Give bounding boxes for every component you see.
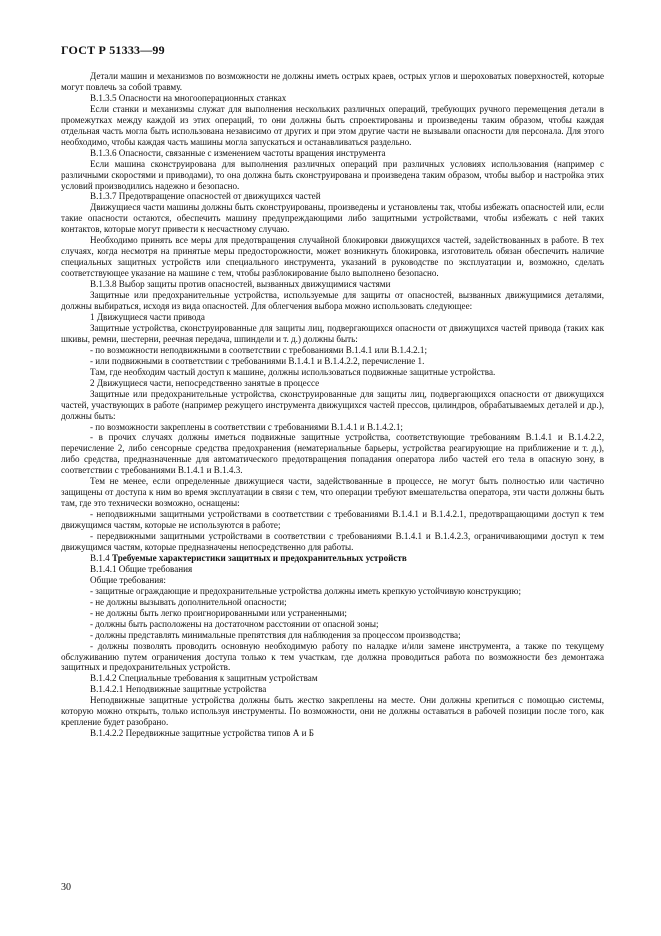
- subsection-heading: В.1.4.2 Специальные требования к защитным устройствам: [90, 673, 318, 684]
- paragraph: Если машина сконструирована для выполнения различных операций при различных условиях использования (например с различными скоростями и приводами), то она должна быть сконструирована и произведена таким образом, чтобы выбор и настройка этих условий производились надежно и безопасно.: [61, 158, 604, 191]
- paragraph: - защитные ограждающие и предохранительные устройства должны иметь крепкую устойчивую конструкцию;: [90, 585, 521, 596]
- paragraph: Защитные или предохранительные устройства, сконструированные для защиты лиц, подвергающихся опасности от движущихся частей, участвующих в работе (например режущего инструмента движущихся частей прессов, цилиндров, обрабатываемых деталей и др.), должны быть:: [61, 388, 604, 421]
- subsection-heading: В.1.4.2.2 Передвижные защитные устройства типов А и Б: [90, 728, 314, 739]
- paragraph: - не должны вызывать дополнительной опасности;: [90, 596, 287, 607]
- document-header: ГОСТ Р 51333—99: [61, 43, 165, 57]
- paragraph: - в прочих случаях должны иметься подвижные защитные устройства, соответствующие требованиям В.1.4.1 и В.1.4.2.2, перечисление 2, либо сенсорные средства предохранения (нематериальные барьеры, устройства реагирующие на приближение и т. д.), либо средства, предназначенные для автоматического предотвращения попадания оператора либо частей его тела в опасную зону, в соответствии с требованиями В.1.4.1 и В.1.4.3.: [61, 432, 604, 476]
- subsection-heading: В.1.3.5 Опасности на многооперационных станках: [90, 92, 287, 103]
- paragraph: Защитные или предохранительные устройства, используемые для защиты от опасностей, вызванных движущимися деталями, должны выбираться, исходя из вида опасностей. Для облегчения выбора можно использовать следующее:: [61, 290, 604, 312]
- document-body: [61, 71, 604, 739]
- paragraph: - не должны быть легко проигнорированными или устраненными;: [90, 607, 347, 618]
- paragraph: - неподвижными защитными устройствами в соответствии с требованиями В.1.4.1 и В.1.4.2.1, предотвращающими доступ к тем движущимся частям, которые не используются в работе;: [61, 509, 604, 531]
- paragraph: Защитные устройства, сконструированные для защиты лиц, подвергающихся опасности от движущихся частей привода (таких как шкивы, ремни, шестерни, реечная передача, шпиндели и т. д.) должны быть:: [61, 322, 604, 344]
- subsection-heading: Общие требования:: [90, 574, 166, 585]
- paragraph: Детали машин и механизмов по возможности не должны иметь острых краев, острых углов и шероховатых поверхностей, которые могут повлечь за собой травму.: [61, 71, 604, 92]
- paragraph: Тем не менее, если определенные движущиеся части, задействованные в процессе, не могут быть полностью или частично защищены от доступа к ним во время эксплуатации в связи с тем, что операции требуют вмешательства оператора, эти части должны быть там, где это технически возможно, оснащены:: [61, 476, 604, 509]
- subsection-heading: В.1.3.8 Выбор защиты против опасностей, вызванных движущимися частями: [90, 279, 391, 290]
- paragraph: Необходимо принять все меры для предотвращения случайной блокировки движущихся частей, задействованных в работе. В тех случаях, когда несмотря на принятые меры предосторожности, может возникнуть блокировка, изготовитель обязан обеспечить наличие специальных защитных устройств или специального инструмента, указаний в руководстве по эксплуатации и, возможно, сделать соответствующее указание на машине с тем, чтобы разблокирование было выполнено безопасно.: [61, 235, 604, 279]
- subsection-heading: В.1.3.6 Опасности, связанные с изменением частоты вращения инструмента: [90, 147, 386, 158]
- paragraph: - по возможности закреплены в соответствии с требованиями В.1.4.1 и В.1.4.2.1;: [90, 421, 403, 432]
- paragraph: - должны представлять минимальные препятствия для наблюдения за процессом производства;: [90, 629, 461, 640]
- paragraph: - по возможности неподвижными в соответствии с требованиями В.1.4.1 или В.1.4.2.1;: [90, 344, 427, 355]
- paragraph: Если станки и механизмы служат для выполнения нескольких различных операций, требующих ручного перемещения детали в промежутках между каждой из этих операций, то они должны быть спроектированы и произведены таким образом, чтобы каждая отдельная часть могла быть использована независимо от других и при этом другие части не вызывали опасности для персонала. Для этого необходимо, чтобы каждая часть машины могла запускаться и останавливаться раздельно.: [61, 103, 604, 147]
- paragraph: - передвижными защитными устройствами в соответствии с требованиями В.1.4.1 и В.1.4.2.3, ограничивающими доступ к тем движущимся частям, которые предназначены непосредственно для работы.: [61, 531, 604, 552]
- subsection-heading: 2 Движущиеся части, непосредственно занятые в процессе: [90, 377, 320, 388]
- subsection-heading: В.1.4.1 Общие требования: [90, 563, 193, 574]
- section-title: Требуемые характеристики защитных и предохранительных устройств: [112, 552, 407, 563]
- paragraph: - должны быть расположены на достаточном расстоянии от опасной зоны;: [90, 618, 379, 629]
- paragraph: Там, где необходим частый доступ к машине, должны использоваться подвижные защитные устройства.: [90, 366, 496, 377]
- paragraph: Движущиеся части машины должны быть сконструированы, произведены и установлены так, чтобы избежать опасностей или, если такие опасности остаются, обеспечить машину предупреждающими либо защитными устройствами, чтобы избежать с ней таких контактов, которые могут привести к несчастному случаю.: [61, 202, 604, 235]
- paragraph: - или подвижными в соответствии с требованиями В.1.4.1 и В.1.4.2.2, перечисление 1.: [90, 355, 425, 366]
- subsection-heading: В.1.4.2.1 Неподвижные защитные устройства: [90, 684, 267, 695]
- paragraph: Неподвижные защитные устройства должны быть жестко закреплены на месте. Они должны крепиться с помощью системы, которую можно открыть, только используя инструменты. По возможности, они не должны оставаться в рабочей позиции после того, как крепление будет разобрано.: [61, 695, 604, 728]
- page-number: 30: [61, 882, 71, 893]
- subsection-heading: В.1.3.7 Предотвращение опасностей от движущихся частей: [90, 191, 321, 202]
- section-number: В.1.4: [90, 552, 110, 563]
- paragraph: - должны позволять проводить основную необходимую работу по наладке и/или замене инструмента, а также по текущему обслуживанию путем ограничения доступа только к тем участкам, где должна проводиться работа по возможности без демонтажа защитных и предохранительных устройств.: [61, 640, 604, 673]
- subsection-heading: 1 Движущиеся части привода: [90, 311, 205, 322]
- section-heading: [61, 553, 604, 564]
